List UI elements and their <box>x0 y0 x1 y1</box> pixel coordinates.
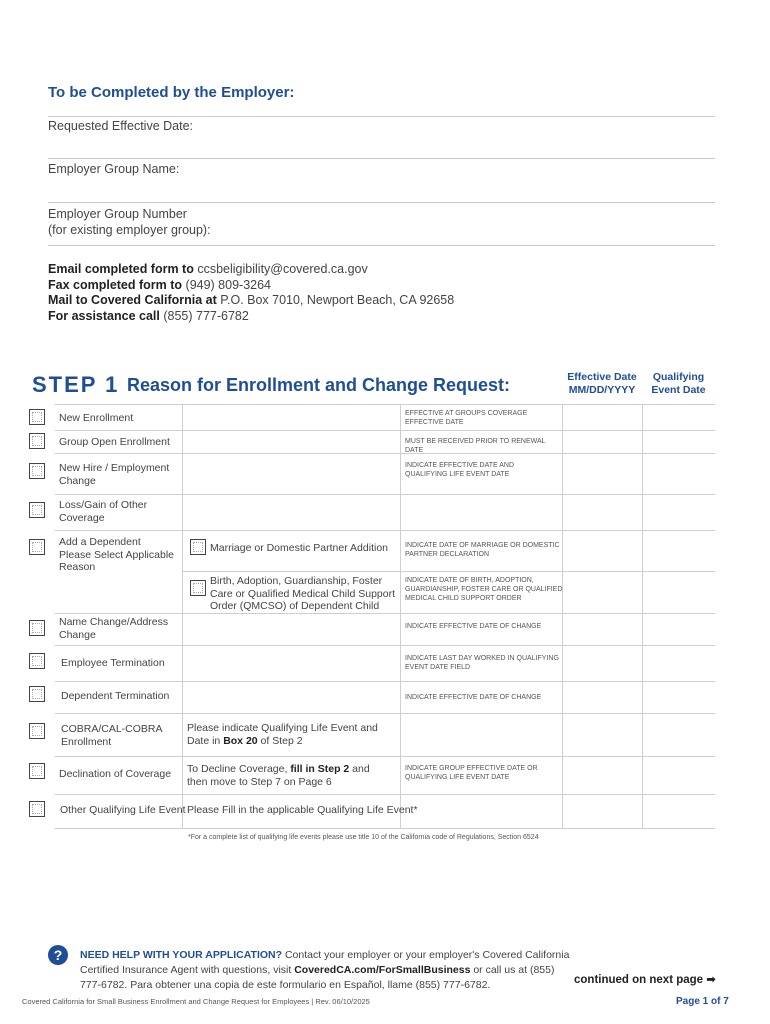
help-question-icon: ? <box>48 945 68 965</box>
other-qualifying-note: Please Fill in the applicable Qualifying Life Event* <box>187 804 418 816</box>
grid-line <box>55 404 715 405</box>
hint-employee-termination: INDICATE LAST DAY WORKED IN QUALIFYING EVENT DATE FIELD <box>405 655 559 671</box>
mail-line: Mail to Covered California at P.O. Box 7010, Newport Beach, CA 92658 <box>48 293 455 308</box>
small-business-link[interactable]: CoveredCA.com/ForSmallBusiness <box>294 964 471 976</box>
hint-dependent-termination: INDICATE EFFECTIVE DATE OF CHANGE <box>405 694 542 701</box>
step-1-title: Reason for Enrollment and Change Request: <box>127 375 511 395</box>
row-label-cobra: COBRA/CAL-COBRA Enrollment <box>61 723 163 748</box>
qualifying-events-footnote: *For a complete list of qualifying life events please use title 10 of the California code of Regulations, Section 6524 <box>188 834 539 841</box>
mail-address: P.O. Box 7010, Newport Beach, CA 92658 <box>220 293 455 308</box>
grid-line <box>55 756 715 757</box>
help-heading: NEED HELP WITH YOUR APPLICATION? <box>80 949 283 961</box>
fax-line: Fax completed form to (949) 809-3264 <box>48 277 272 292</box>
cobra-note: Please indicate Qualifying Life Event and Date in Box 20 of Step 2 <box>187 722 378 747</box>
row-label-employee-termination: Employee Termination <box>61 657 165 669</box>
grid-line <box>55 494 715 495</box>
declination-note: To Decline Coverage, fill in Step 2 and then move to Step 7 on Page 6 <box>187 763 370 788</box>
contact-block <box>48 262 454 324</box>
fax-number: (949) 809-3264 <box>185 277 272 292</box>
name-change-checkbox[interactable] <box>29 620 45 636</box>
assistance-line: For assistance call (855) 777-6782 <box>48 308 249 323</box>
employer-group-name-label: Employer Group Name: <box>48 162 180 176</box>
other-qualifying-event-checkbox[interactable] <box>29 801 45 817</box>
row-label-new-hire: New Hire / Employment Change <box>59 462 170 487</box>
loss-gain-coverage-checkbox[interactable] <box>29 502 45 518</box>
row-label-declination: Declination of Coverage <box>59 768 172 780</box>
row-label-group-open-enrollment: Group Open Enrollment <box>59 436 170 448</box>
grid-line <box>55 453 715 454</box>
grid-line <box>55 828 715 829</box>
qualifying-event-date-column-header: Qualifying Event Date <box>651 371 706 396</box>
grid-line <box>642 404 643 828</box>
marriage-option-label: Marriage or Domestic Partner Addition <box>210 542 388 554</box>
email-line: Email completed form to ccsbeligibility@covered.ca.gov <box>48 262 368 276</box>
effective-date-column-header: Effective Date MM/DD/YYYY <box>567 371 637 396</box>
hint-new-enrollment: EFFECTIVE AT GROUPS COVERAGE EFFECTIVE DATE <box>405 410 528 426</box>
hint-birth-adoption: INDICATE DATE OF BIRTH, ADOPTION, GUARDIANSHIP, FOSTER CARE OR QUALIFIED MEDICAL CHILD SUPPORT ORDER <box>405 577 563 602</box>
grid-line <box>55 794 715 795</box>
employer-group-number-label: Employer Group Number <box>48 207 187 221</box>
step-1-label: STEP 1 <box>32 372 120 397</box>
row-label-add-dependent: Add a Dependent Please Select Applicable Reason <box>59 536 174 573</box>
row-label-other-qualifying: Other Qualifying Life Event <box>60 804 186 816</box>
row-label-loss-gain: Loss/Gain of Other Coverage <box>59 499 148 524</box>
grid-line <box>400 404 401 828</box>
footer-form-info: Covered California for Small Business Enrollment and Change Request for Employees | Rev. 06/10/2025 <box>22 997 370 1006</box>
marriage-option-checkbox[interactable] <box>190 539 206 555</box>
row-label-new-enrollment: New Enrollment <box>59 412 134 424</box>
assistance-phone: (855) 777-6782 <box>163 308 249 323</box>
requested-effective-date-field[interactable] <box>48 118 715 159</box>
add-dependent-checkbox[interactable] <box>29 539 45 555</box>
new-enrollment-checkbox[interactable] <box>29 409 45 425</box>
requested-effective-date-label: Requested Effective Date: <box>48 119 193 133</box>
continued-next-page: continued on next page ➡ <box>574 974 716 986</box>
new-hire-checkbox[interactable] <box>29 463 45 479</box>
cobra-enrollment-checkbox[interactable] <box>29 723 45 739</box>
grid-line <box>55 713 715 714</box>
birth-adoption-option-label: Birth, Adoption, Guardianship, Foster Care or Qualified Medical Child Support Order (QMCSO) of Dependent Child <box>210 575 396 612</box>
grid-line <box>55 430 715 431</box>
declination-checkbox[interactable] <box>29 763 45 779</box>
row-label-dependent-termination: Dependent Termination <box>61 690 170 702</box>
hint-name-change: INDICATE EFFECTIVE DATE OF CHANGE <box>405 623 542 630</box>
email-address[interactable]: ccsbeligibility@covered.ca.gov <box>197 262 368 276</box>
hint-declination: INDICATE GROUP EFFECTIVE DATE OR QUALIFYING LIFE EVENT DATE <box>405 765 538 781</box>
hint-new-hire: INDICATE EFFECTIVE DATE AND QUALIFYING LIFE EVENT DATE <box>405 462 515 478</box>
birth-adoption-option-checkbox[interactable] <box>190 580 206 596</box>
employer-group-name-field[interactable] <box>48 161 715 203</box>
hint-group-open-enrollment: MUST BE RECEIVED PRIOR TO RENEWAL DATE <box>405 438 546 454</box>
help-text: NEED HELP WITH YOUR APPLICATION? Contact your employer or your employer's Covered California Certified Insurance Agent with questions, visit CoveredCA.com/ForSmallBusiness or call us at (855) 777-6782. Para obtener una copia de este formulario en Español, llame (855) 777-6782. <box>80 949 570 991</box>
grid-line <box>55 681 715 682</box>
employer-section-title: To be Completed by the Employer: <box>48 84 295 101</box>
employer-group-number-field[interactable] <box>48 206 715 246</box>
grid-line <box>182 571 715 572</box>
employee-termination-checkbox[interactable] <box>29 653 45 669</box>
employer-group-number-sublabel: (for existing employer group): <box>48 223 211 237</box>
grid-line <box>182 404 183 828</box>
employer-section-top-rule <box>48 116 715 117</box>
grid-line <box>55 645 715 646</box>
grid-line <box>55 613 715 614</box>
group-open-enrollment-checkbox[interactable] <box>29 433 45 449</box>
page-number: Page 1 of 7 <box>676 996 729 1007</box>
row-label-name-change: Name Change/Address Change <box>59 616 169 641</box>
right-arrow-icon: ➡ <box>706 974 716 986</box>
grid-line <box>55 530 715 531</box>
dependent-termination-checkbox[interactable] <box>29 686 45 702</box>
hint-marriage: INDICATE DATE OF MARRIAGE OR DOMESTIC PARTNER DECLARATION <box>405 542 560 558</box>
